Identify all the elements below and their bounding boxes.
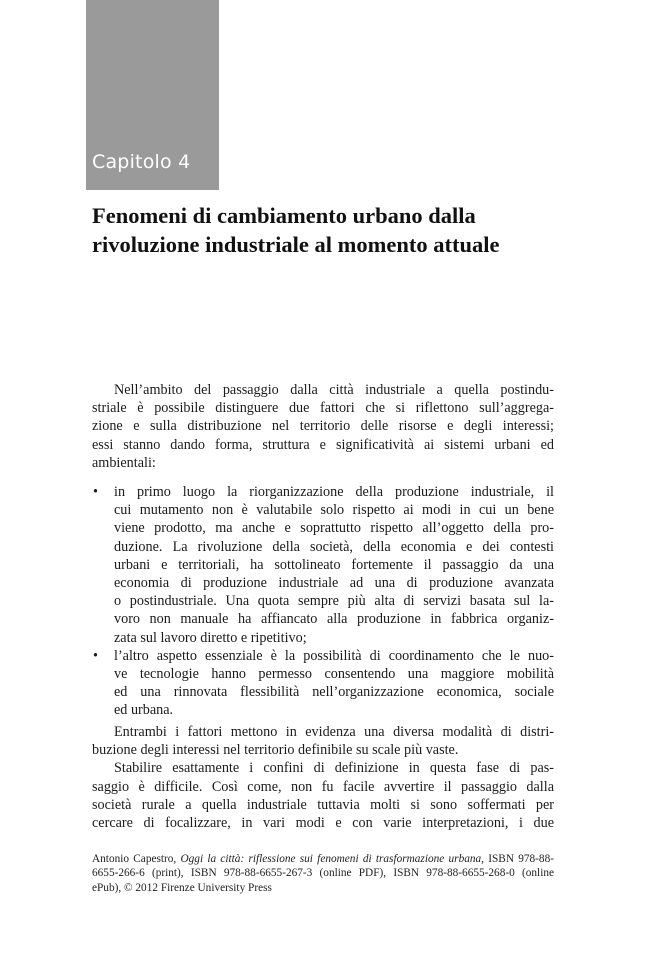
text-line: o postindustriale. Una quota sempre più alta di servizi basata sul la- (114, 593, 554, 610)
list-item (92, 647, 554, 720)
paragraph-2 (92, 723, 554, 832)
footnote-book-title: Oggi la città: riflessione sui fenomeni di trasformazione urbana (180, 853, 482, 865)
list-item (92, 483, 554, 647)
chapter-label: Capitolo 4 (92, 151, 191, 173)
text-line: cercare di focalizzare, in vari modi e con varie interpretazioni, i due (92, 815, 554, 832)
text-line: viene prodotto, ma anche e soprattutto rispetto all’oggetto della pro- (114, 520, 554, 537)
text-line: ed urbana. (114, 702, 174, 719)
text-line: buzione degli interessi nel territorio definibile su scale più vaste. (92, 742, 459, 759)
chapter-title (92, 201, 572, 259)
text-line: ambientali: (92, 454, 156, 471)
text-line: striale è possibile distinguere due fattori che si riflettono sull’aggrega- (92, 400, 554, 417)
copyright-footnote (92, 852, 554, 895)
text-line: urbani e territoriali, ha sottolineato fortemente il passaggio da una (114, 556, 554, 573)
text-line: in primo luogo la riorganizzazione della produzione industriale, il (114, 484, 554, 500)
bullet-icon: • (93, 484, 98, 500)
text-line: l’altro aspetto essenziale è la possibilità di coordinamento che le nuo- (114, 647, 554, 664)
text-line: economia di produzione industriale ad una di produzione avanzata (114, 575, 554, 592)
footnote-line (92, 852, 554, 866)
text-line: Entrambi i fattori mettono in evidenza una diversa modalità di distri- (114, 724, 554, 740)
text-line: cui mutamento non è valutabile solo rispetto ai modi in cui un bene (114, 502, 554, 519)
footnote-isbn-start: , ISBN 978-88- (481, 853, 554, 865)
text-line: zione e sulla distribuzione nel territorio delle risorse e degli interessi; (92, 418, 554, 435)
footnote-line: 6655-266-6 (print), ISBN 978-88-6655-267-3 (online PDF), ISBN 978-88-6655-268-0 (online (92, 867, 554, 880)
text-line: Stabilire esattamente i confini di definizione in questa fase di pas- (114, 760, 554, 777)
text-line: duzione. La rivoluzione della società, della economia e dei contesti (114, 538, 554, 555)
text-line: essi stanno dando forma, struttura e significatività ai sistemi urbani ed (92, 436, 554, 453)
footnote-line: ePub), © 2012 Firenze University Press (92, 881, 272, 894)
text-line: voro non manuale ha affiancato alla produzione in fabbrica organiz- (114, 611, 554, 628)
intro-paragraph (92, 381, 554, 472)
text-line: ve tecnologie hanno permesso consentendo una maggiore mobilità (114, 666, 554, 683)
text-line: zata sul lavoro diretto e ripetitivo; (114, 629, 307, 646)
text-line: ed una rinnovata flessibilità nell’organizzazione economica, sociale (114, 684, 554, 701)
chapter-title-line: Fenomeni di cambiamento urbano dalla (92, 203, 476, 228)
text-line: società rurale a quella industriale tuttavia molti si sono soffermati per (92, 796, 554, 813)
bullet-icon: • (93, 647, 98, 664)
footnote-author: Antonio Capestro, (92, 853, 181, 865)
bullet-list (92, 483, 554, 720)
text-line: Nell’ambito del passaggio dalla città industriale a quella postindu- (114, 382, 554, 398)
chapter-title-line: rivoluzione industriale al momento attuale (92, 232, 500, 257)
text-line: saggio è difficile. Così come, non fu facile avvertire il passaggio dalla (92, 778, 554, 795)
